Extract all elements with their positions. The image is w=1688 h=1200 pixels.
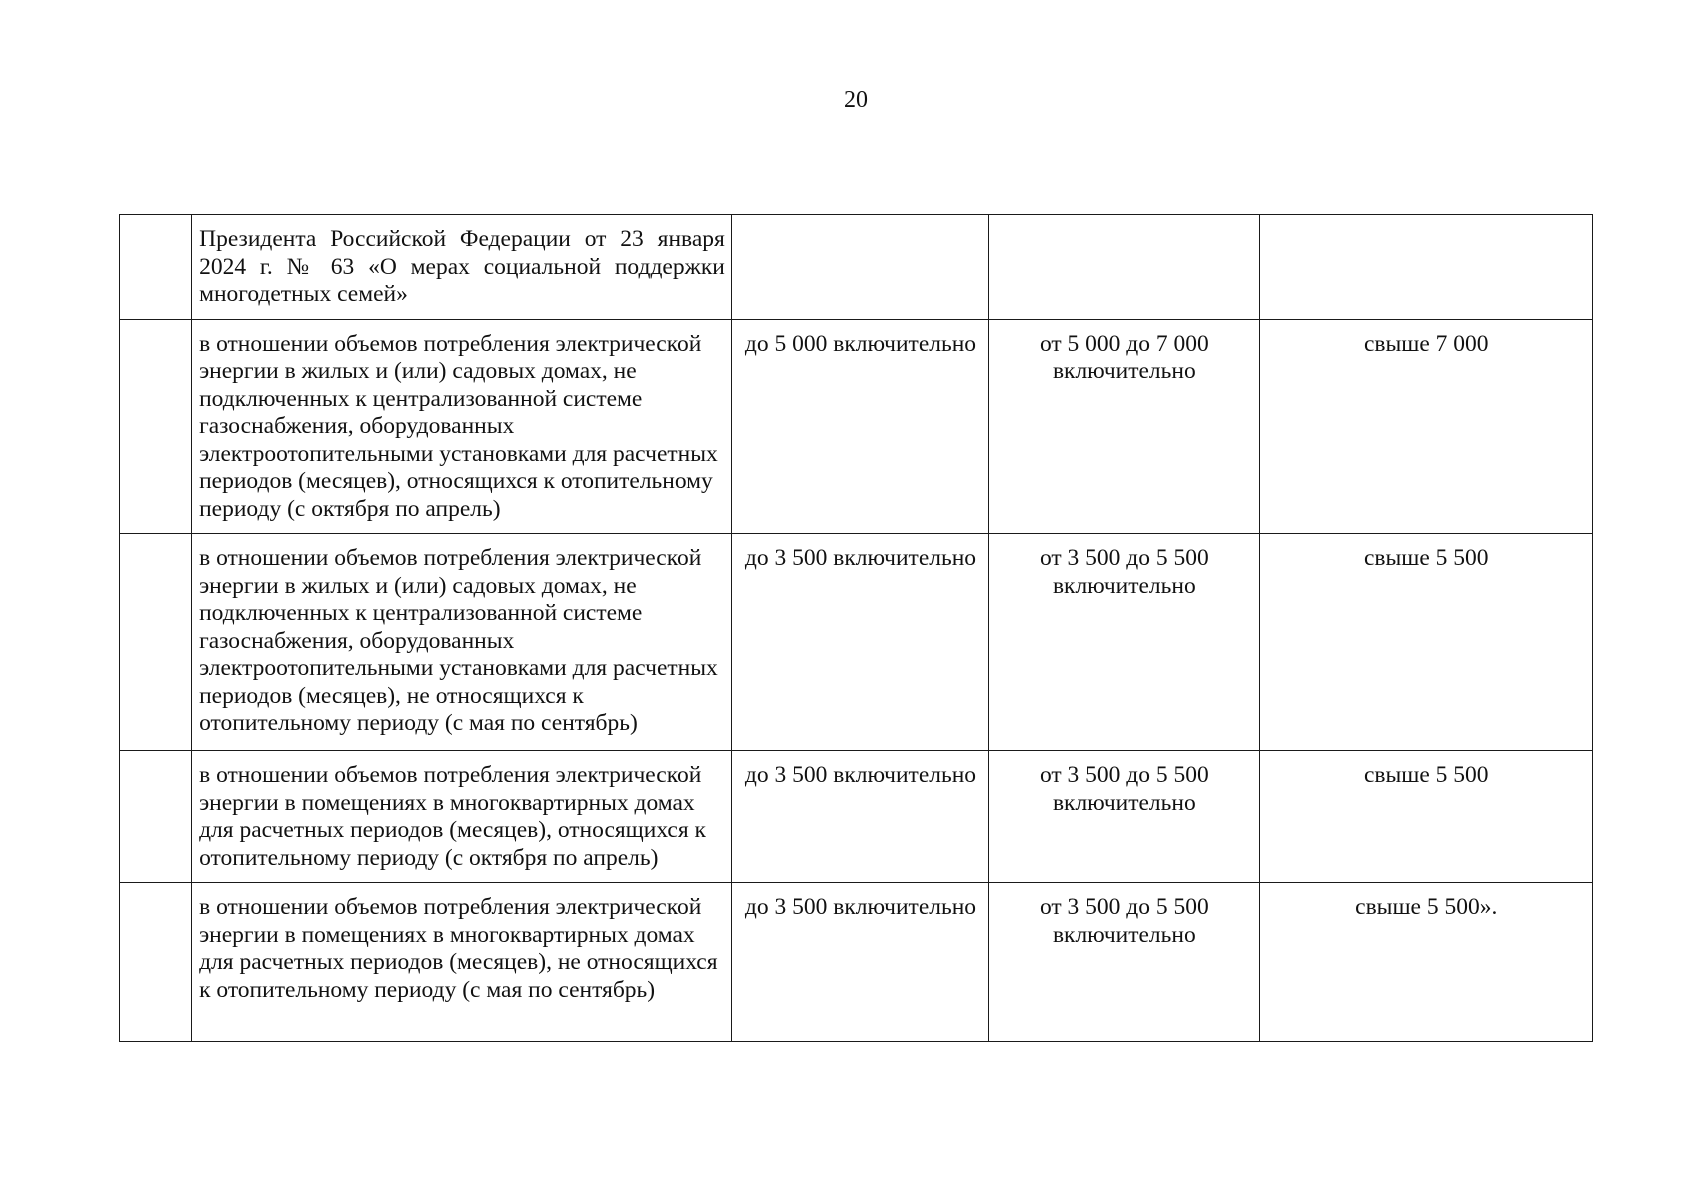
range-low-cell: до 5 000 включительно — [731, 319, 988, 534]
range-mid-cell: от 3 500 до 5 500 включительно — [989, 883, 1259, 1042]
range-mid-cell: от 3 500 до 5 500 включительно — [989, 534, 1259, 751]
range-high-cell: свыше 5 500 — [1259, 751, 1592, 883]
table-row — [120, 883, 1593, 1042]
range-low-cell: до 3 500 включительно — [731, 883, 988, 1042]
range-mid-cell: от 5 000 до 7 000 включительно — [989, 319, 1259, 534]
range-low-cell — [731, 215, 988, 320]
range-mid-cell: от 3 500 до 5 500 включительно — [989, 751, 1259, 883]
description-cell: в отношении объемов потребления электрической энергии в жилых и (или) садовых домах, не подключенных к централизованной системе газоснабжения, оборудованных электроотопительными установками для расчетных периодов (месяцев), относящихся к отопительному периоду (с октября по апрель) — [192, 319, 732, 534]
description-cell: Президента Российской Федерации от 23 января 2024 г. № 63 «О мерах социальной поддержки многодетных семей» — [192, 215, 732, 320]
range-high-cell: свыше 5 500». — [1259, 883, 1592, 1042]
range-mid-cell — [989, 215, 1259, 320]
table-row — [120, 215, 1593, 320]
range-high-cell — [1259, 215, 1592, 320]
table-row — [120, 319, 1593, 534]
range-low-cell: до 3 500 включительно — [731, 534, 988, 751]
table-row — [120, 534, 1593, 751]
range-high-cell: свыше 5 500 — [1259, 534, 1592, 751]
description-cell: в отношении объемов потребления электрической энергии в помещениях в многоквартирных домах для расчетных периодов (месяцев), относящихся к отопительному периоду (с октября по апрель) — [192, 751, 732, 883]
description-cell: в отношении объемов потребления электрической энергии в помещениях в многоквартирных домах для расчетных периодов (месяцев), не относящихся к отопительному периоду (с мая по сентябрь) — [192, 883, 732, 1042]
row-number-cell — [120, 319, 192, 534]
row-number-cell — [120, 215, 192, 320]
row-number-cell — [120, 883, 192, 1042]
table-row — [120, 751, 1593, 883]
description-cell: в отношении объемов потребления электрической энергии в жилых и (или) садовых домах, не подключенных к централизованной системе газоснабжения, оборудованных электроотопительными установками для расчетных периодов (месяцев), не относящихся к отопительному периоду (с мая по сентябрь) — [192, 534, 732, 751]
tariff-table — [119, 214, 1593, 1042]
page-number: 20 — [844, 87, 868, 113]
range-high-cell: свыше 7 000 — [1259, 319, 1592, 534]
row-number-cell — [120, 751, 192, 883]
range-low-cell: до 3 500 включительно — [731, 751, 988, 883]
row-number-cell — [120, 534, 192, 751]
